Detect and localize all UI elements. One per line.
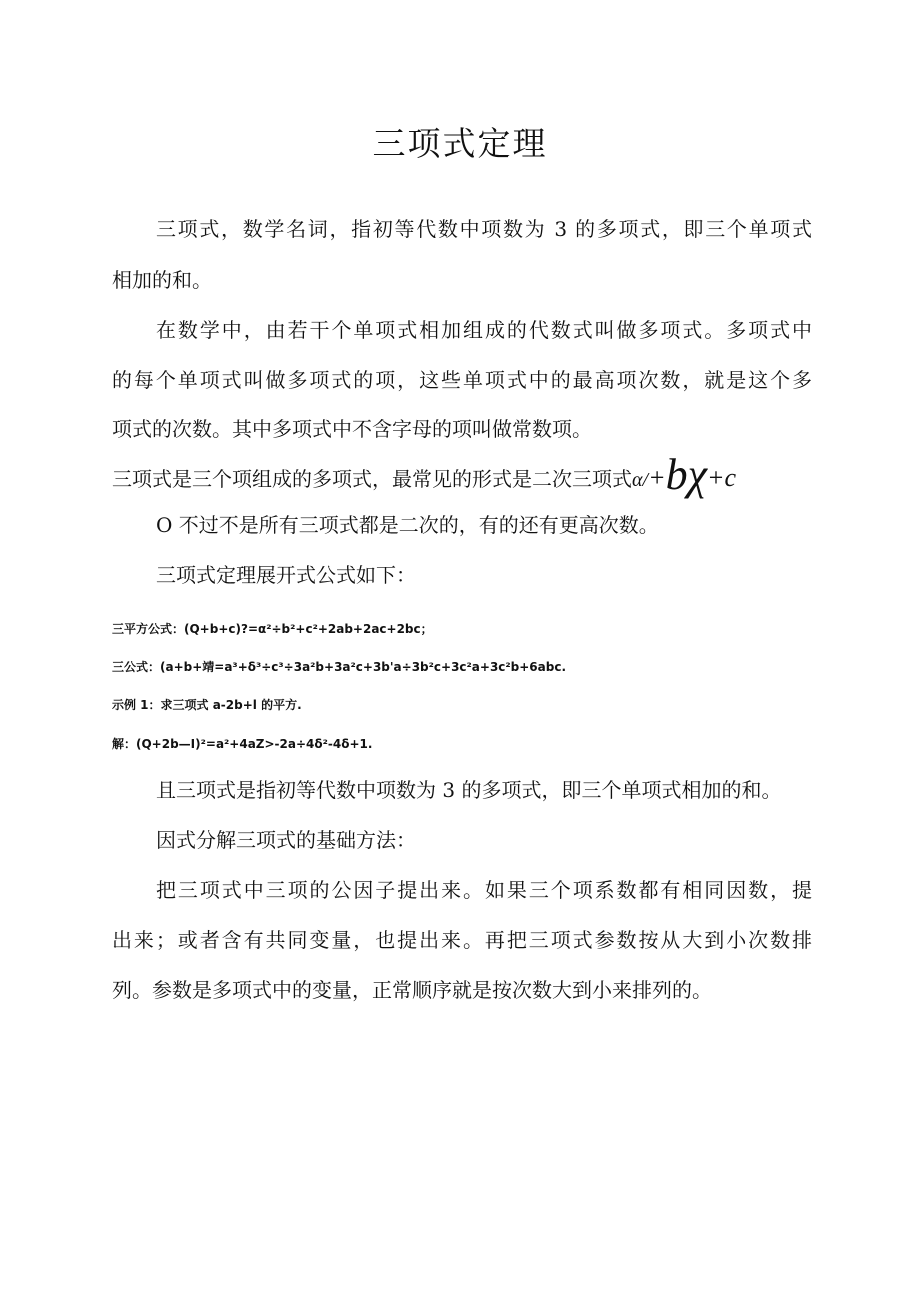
paragraph-line: 因式分解三项式的基础方法： <box>156 828 416 852</box>
paragraph-line: 出来；或者含有共同变量，也提出来。再把三项式参数按从大到小次数排 <box>112 928 812 952</box>
paragraph-text: 三项式是三个项组成的多项式，最常见的形式是二次三项式 <box>112 467 632 491</box>
inline-formula <box>632 450 737 499</box>
formula-cube: 三公式：(a+b+靖=a³+δ³÷c³÷3a²b+3a²c+3b'a÷3b²c+3c²a+3c²b+6abc. <box>112 660 567 674</box>
paragraph-line: 三项式定理展开式公式如下： <box>156 563 416 587</box>
paragraph-line: 的每个单项式叫做多项式的项，这些单项式中的最高项次数，就是这个多 <box>112 368 812 392</box>
paragraph-line-with-formula <box>112 450 737 499</box>
formula-square: 三平方公式：(Q+b+c)?=α²÷b²+c²+2ab+2ac+2bc； <box>112 622 433 636</box>
paragraph-line: 列。参数是多项式中的变量，正常顺序就是按次数大到小来排列的。 <box>112 978 712 1002</box>
paragraph-line: O 不过不是所有三项式都是二次的，有的还有更高次数。 <box>156 513 659 537</box>
formula-example: 示例 1：求三项式 a-2b+l 的平方. <box>112 698 302 712</box>
paragraph-line: 在数学中，由若干个单项式相加组成的代数式叫做多项式。多项式中 <box>156 318 812 342</box>
formula-solution: 解：(Q+2b—I)²=a²+4aZ>-2a÷4δ²-4δ+1. <box>112 737 373 751</box>
paragraph-line: 且三项式是指初等代数中项数为 3 的多项式，即三个单项式相加的和。 <box>156 778 782 802</box>
formula-part: bχ <box>665 450 707 499</box>
formula-part: α/ <box>632 469 649 491</box>
formula-part: +c <box>706 463 737 492</box>
paragraph-line: 相加的和。 <box>112 268 212 292</box>
paragraph-line: 项式的次数。其中多项式中不含字母的项叫做常数项。 <box>112 417 592 441</box>
page-title: 三项式定理 <box>372 124 548 163</box>
paragraph-line: 把三项式中三项的公因子提出来。如果三个项系数都有相同因数，提 <box>156 878 812 902</box>
formula-part: + <box>648 463 666 492</box>
paragraph-line: 三项式，数学名词，指初等代数中项数为 3 的多项式，即三个单项式 <box>156 217 812 241</box>
